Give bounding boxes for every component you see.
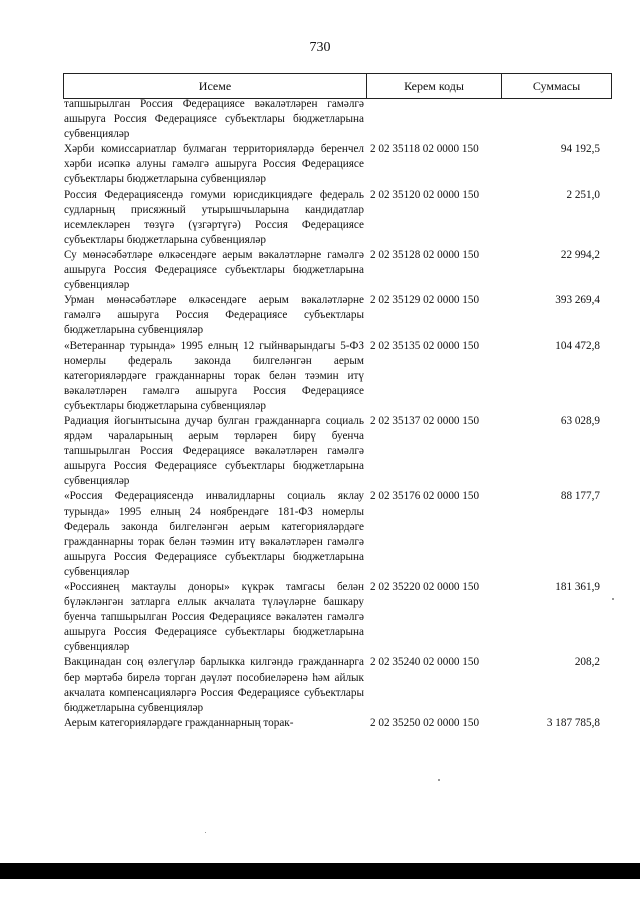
table-row [64, 580, 612, 655]
scan-speck [205, 832, 206, 833]
row-sum: 63 028,9 [560, 414, 600, 427]
row-code: 2 02 35176 02 0000 150 [370, 490, 480, 503]
scan-border-bar [0, 863, 640, 879]
table-header [63, 73, 612, 99]
row-sum: 208,2 [574, 656, 600, 669]
table-row [64, 716, 612, 731]
scan-speck [438, 779, 440, 781]
row-name: Радиация йогынтысына дучар булган гражданнарга социаль ярдәм чараларының аерым төрләрен бирү буенча тапшырылган Россия Федерациясе вәкаләтләрен гамәлгә ашыруга Россия Федерациясе субъектлары бюджетларына субвенцияләр [64, 414, 364, 488]
table-row [64, 99, 612, 142]
row-name: Россия Федерациясендә гомуми юрисдикциядәге федераль судларның присяжный утырышчыларына кандидатлар исемлекләрен төзүгә (үзгәртүгә) Россия Федерациясе субъектлары бюджетларына субвенцияләр [64, 188, 364, 246]
table-row [64, 489, 612, 580]
row-code: 2 02 35128 02 0000 150 [370, 248, 480, 261]
row-code: 2 02 35137 02 0000 150 [370, 414, 480, 427]
row-name: тапшырылган Россия Федерациясе вәкаләтләрен гамәлгә ашыруга Россия Федерациясе субъектлары бюджетларына субвенцияләр [64, 98, 364, 141]
column-header-sum: Суммасы [532, 78, 581, 93]
row-code: 2 02 35120 02 0000 150 [370, 188, 480, 201]
row-code: 2 02 35135 02 0000 150 [370, 339, 480, 352]
table-row [64, 142, 612, 187]
table-row [64, 293, 612, 338]
table-row [64, 414, 612, 489]
scan-speck [612, 598, 614, 600]
row-name: Аерым категорияләрдәге гражданнарның торак- [64, 716, 294, 729]
row-code: 2 02 35220 02 0000 150 [370, 581, 480, 593]
row-code: 2 02 35240 02 0000 150 [370, 656, 480, 669]
row-name: «Россиянең мактаулы доноры» күкрәк тамгасы белән бүләкләнгән затларга еллык акчалата түләүләрне башкару буенча тапшырылган Россия Федерациясе вәкаләтен гамәлгә ашыруга Россия Федерациясе субъектлары бюджетларына субвенцияләр [64, 581, 364, 654]
row-name: Вакцинадан соң өзлегүләр барлыкка килгәндә гражданнарга бер мәртәбә бирелә торган дәүләт пособиеләренә һәм айлык акчалата компенсацияләргә Россия Федерациясе субъектлары бюджетларына субвенцияләр [64, 656, 364, 714]
table-row [64, 248, 612, 293]
row-sum: 3 187 785,8 [546, 716, 600, 729]
page-number: 730 [309, 40, 331, 55]
column-header-name: Исеме [64, 74, 367, 98]
row-sum: 104 472,8 [555, 339, 600, 352]
column-header-code: Керем коды [367, 74, 502, 98]
row-sum: 393 269,4 [555, 294, 600, 307]
row-code: 2 02 35250 02 0000 150 [370, 716, 480, 729]
table-row [64, 188, 612, 248]
row-sum [510, 99, 612, 142]
row-sum: 94 192,5 [560, 143, 600, 156]
row-sum: 88 177,7 [560, 490, 600, 503]
row-name: Су мөнәсәбәтләре өлкәсендәге аерым вәкаләтләрне гамәлгә ашыруга Россия Федерациясе субъектлары бюджетларына субвенцияләр [64, 248, 364, 292]
row-code [364, 99, 510, 142]
table-row [64, 339, 612, 414]
row-sum: 22 994,2 [560, 248, 600, 261]
table-body [64, 99, 612, 731]
row-sum: 181 361,9 [555, 581, 600, 593]
row-code: 2 02 35118 02 0000 150 [370, 143, 479, 156]
row-name: «Ветераннар турында» 1995 елның 12 гыйнварындагы 5-ФЗ номерлы федераль законда билгеләнгән аерым категорияләрдәге гражданнарны торак белән тәэмин итү вәкаләтләрен гамәлгә ашыруга Россия Федерациясе субъектлары бюджетларына субвенцияләр [64, 339, 364, 412]
row-name: Урман мөнәсәбәтләре өлкәсендәге аерым вәкаләтләрне гамәлгә ашыруга Россия Федерациясе субъектлары бюджетларына субвенцияләр [64, 294, 364, 337]
row-name: «Россия Федерациясендә инвалидларны социаль яклау турында» 1995 елның 24 ноябрендәге 181-ФЗ номерлы Федераль законда билгеләнгән аерым категорияләрдәге гражданнарны торак белән тәэмин итү вәкаләтләрен гамәлгә ашыруга Россия Федерациясе субъектлары бюджетларына субвенцияләр [64, 490, 364, 578]
row-code: 2 02 35129 02 0000 150 [370, 294, 480, 307]
row-name: Хәрби комиссариатлар булмаган территорияләрдә беренчел хәрби исәпкә алуны гамәлгә ашыруга Россия Федерациясе субъектлары бюджетларына субвенцияләр [64, 143, 364, 186]
row-sum: 2 251,0 [566, 188, 600, 201]
table-row [64, 655, 612, 715]
